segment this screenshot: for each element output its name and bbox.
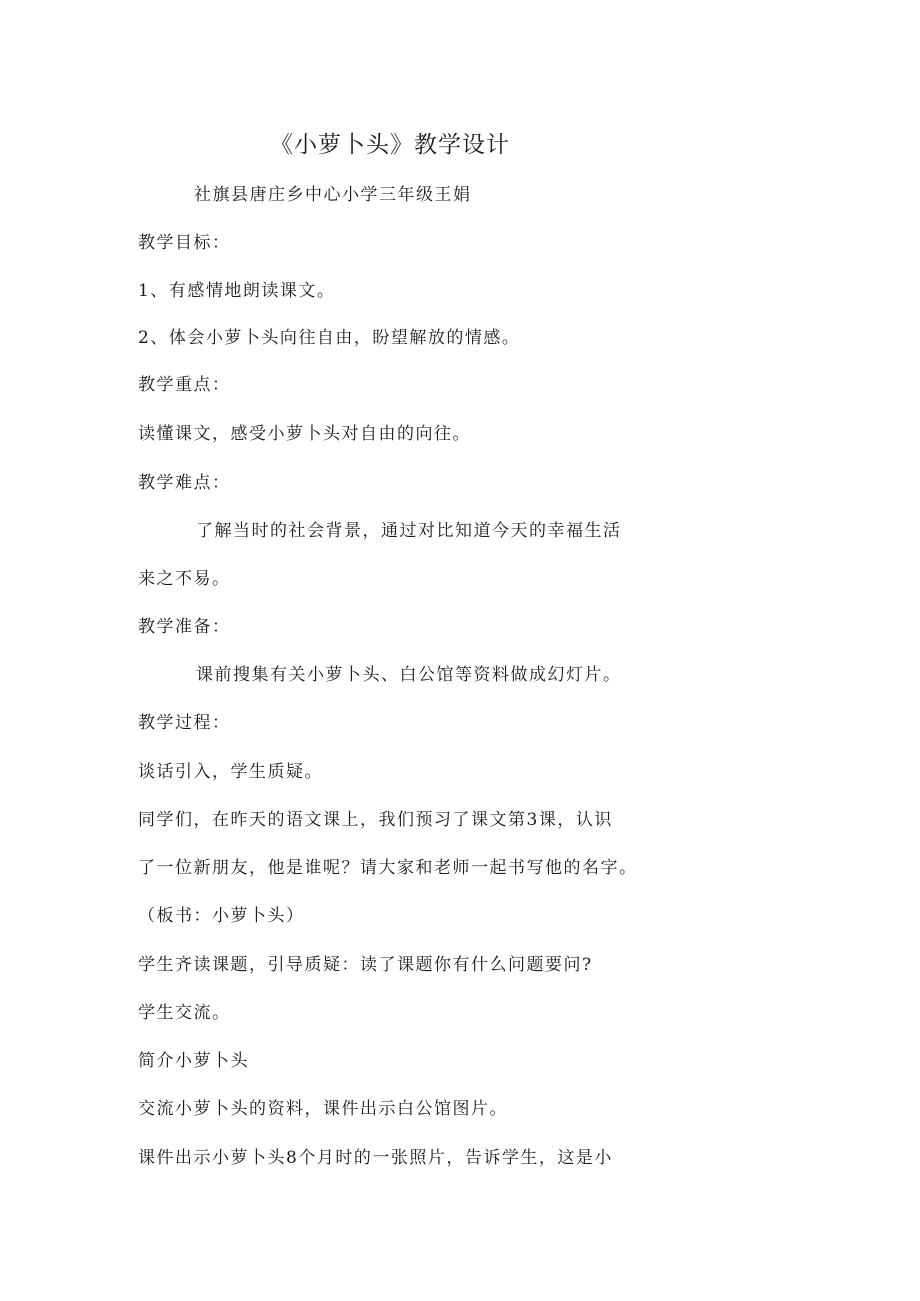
process-paragraph-photo: 课件出示小萝卜头8个月时的一张照片，告诉学生，这是小 <box>138 1148 613 1168</box>
blackboard-note: （板书：小萝卜头） <box>138 906 305 926</box>
author-line: 社旗县唐庄乡中心小学三年级王娟 <box>194 185 472 205</box>
process-paragraph-line-1: 同学们，在昨天的语文课上，我们预习了课文第3课，认识 <box>138 810 613 830</box>
goal-item-1: 1、有感情地朗读课文。 <box>138 281 336 301</box>
difficulty-text-line-2: 来之不易。 <box>138 569 231 589</box>
subheading-introduction: 简介小萝卜头 <box>138 1051 249 1071</box>
heading-teaching-goals: 教学目标： <box>138 233 231 253</box>
process-paragraph-materials: 交流小萝卜头的资料，课件出示白公馆图片。 <box>138 1099 508 1119</box>
heading-difficulties: 教学难点： <box>138 473 231 493</box>
document-title: 《小萝卜头》教学设计 <box>270 132 510 158</box>
heading-process: 教学过程： <box>138 713 231 733</box>
process-paragraph-exchange: 学生交流。 <box>138 1003 231 1023</box>
process-paragraph-question: 学生齐读课题，引导质疑：读了课题你有什么问题要问? <box>138 955 593 975</box>
heading-preparation: 教学准备： <box>138 617 231 637</box>
heading-key-points: 教学重点： <box>138 375 231 395</box>
difficulty-text-line-1: 了解当时的社会背景，通过对比知道今天的幸福生活 <box>196 521 622 541</box>
preparation-text: 课前搜集有关小萝卜头、白公馆等资料做成幻灯片。 <box>196 665 622 685</box>
process-step-intro: 谈话引入，学生质疑。 <box>138 762 323 782</box>
key-point-text: 读懂课文，感受小萝卜头对自由的向往。 <box>138 424 471 444</box>
goal-item-2: 2、体会小萝卜头向往自由，盼望解放的情感。 <box>138 328 521 348</box>
process-paragraph-line-2: 了一位新朋友，他是谁呢？请大家和老师一起书写他的名字。 <box>138 858 638 878</box>
